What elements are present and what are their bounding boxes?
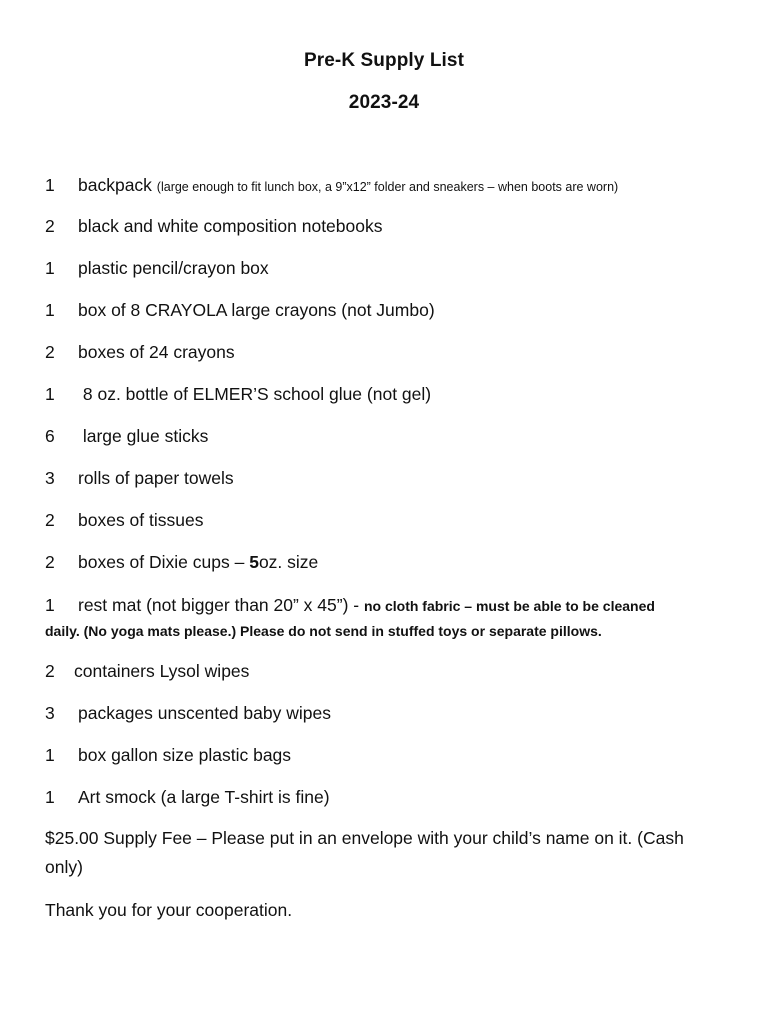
item-note: no cloth fabric – must be able to be cleaned: [363, 598, 655, 614]
list-item: [45, 299, 435, 321]
item-text: box gallon size plastic bags: [78, 745, 292, 765]
item-text: boxes of 24 crayons: [78, 342, 235, 362]
item-text: large glue sticks: [78, 426, 209, 446]
item-text: containers Lysol wipes: [74, 661, 250, 681]
thank-you-note: Thank you for your cooperation.: [45, 900, 293, 920]
item-text: packages unscented baby wipes: [78, 703, 331, 723]
item-quantity: 2: [45, 342, 55, 362]
item-quantity: 1: [45, 787, 55, 807]
item-text: backpack: [78, 175, 157, 195]
list-item: [45, 215, 383, 237]
list-item: [45, 383, 431, 405]
item-quantity: 2: [45, 216, 55, 236]
item-text: boxes of Dixie cups –: [78, 552, 250, 572]
supply-fee-note: $25.00 Supply Fee – Please put in an envelope with your child’s name on it. (Cash only): [45, 828, 684, 877]
item-quantity: 1: [45, 175, 55, 195]
item-quantity: 1: [45, 595, 55, 615]
item-quantity: 3: [45, 468, 55, 488]
item-text: oz. size: [258, 552, 319, 572]
list-item: [45, 660, 249, 682]
list-item: [45, 341, 235, 363]
item-quantity: 2: [45, 661, 55, 681]
list-item: [45, 744, 291, 766]
item-note: (large enough to fit lunch box, a 9”x12” folder and sneakers – when boots are worn): [156, 180, 619, 194]
item-text: box of 8 CRAYOLA large crayons (not Jumbo): [78, 300, 435, 320]
school-year: 2023-24: [348, 92, 420, 113]
list-item: [45, 702, 331, 724]
item-text: 8 oz. bottle of ELMER’S school glue (not gel): [78, 384, 432, 404]
item-text: plastic pencil/crayon box: [78, 258, 269, 278]
list-item: [45, 509, 203, 531]
list-item: [45, 425, 208, 447]
list-item: [45, 786, 330, 808]
item-note-continued: daily. (No yoga mats please.) Please do not send in stuffed toys or separate pillows.: [45, 623, 602, 639]
item-quantity: 2: [45, 552, 55, 572]
page-title: Pre-K Supply List: [303, 50, 465, 71]
item-quantity: 1: [45, 300, 55, 320]
list-item: [45, 594, 655, 617]
item-quantity: 1: [45, 745, 55, 765]
item-text-bold: 5: [249, 552, 259, 572]
item-text: boxes of tissues: [78, 510, 204, 530]
item-quantity: 6: [45, 426, 55, 446]
list-item: [45, 467, 234, 489]
item-text: rolls of paper towels: [78, 468, 234, 488]
list-item: [45, 257, 269, 279]
list-item: [45, 174, 618, 198]
item-quantity: 1: [45, 384, 55, 404]
item-text: Art smock (a large T-shirt is fine): [78, 787, 330, 807]
item-quantity: 3: [45, 703, 55, 723]
list-item: [45, 551, 318, 573]
item-text: black and white composition notebooks: [78, 216, 383, 236]
item-text: rest mat (not bigger than 20” x 45”) -: [78, 595, 364, 615]
item-quantity: 1: [45, 258, 55, 278]
item-quantity: 2: [45, 510, 55, 530]
